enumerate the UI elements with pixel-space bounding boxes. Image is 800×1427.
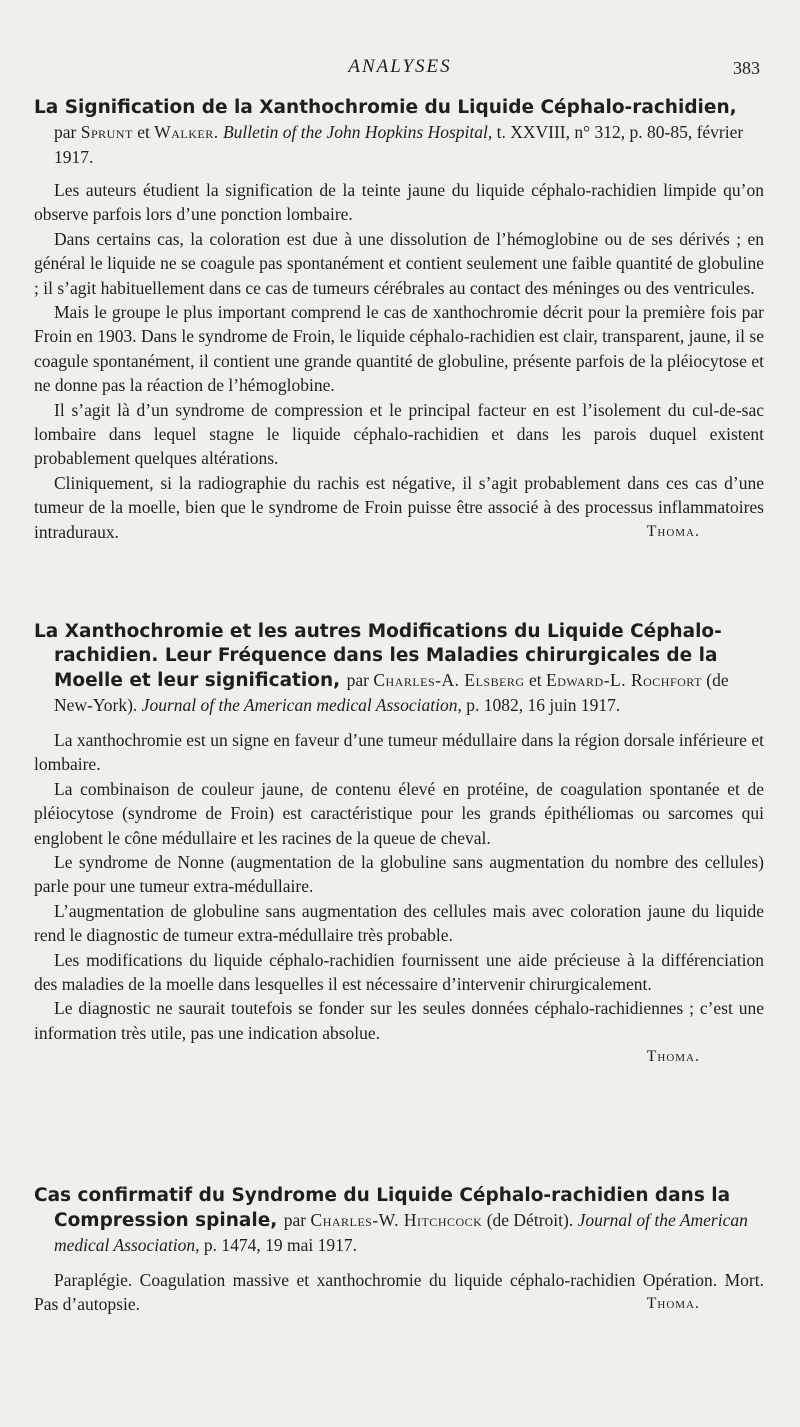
title-text: Cas confirmatif du Syndrome du Liquide Céphalo-rachidien dans la Compression spinale, [34, 1185, 731, 1231]
paragraph: Les modifications du liquide céphalo-rachidien fournissent une aide précieuse à la différenciation des maladies de la moelle dans lesquelles il est nécessaire d’intervenir chirurgicalement. [34, 949, 764, 995]
article-title [34, 1184, 764, 1258]
paragraph-text: Cliniquement, si la radiographie du rachis est négative, il s’agit probablement dans ces cas d’une tumeur de la moelle, bien que le syndrome de Froin puisse être associé à des processus inflammatoires intraduraux. [34, 472, 764, 542]
byline-prefix: par [346, 670, 369, 690]
page-number: 383 [733, 58, 760, 78]
paragraph: Dans certains cas, la coloration est due à une dissolution de l’hémoglobine ou de ses dérivés ; en général le liquide ne se coagule pas spontanément et contient seulement une faible quantité de globuline ; il s’agit habituellement dans ce cas de tumeurs cérébrales au contact des méninges ou des ventricules. [34, 228, 764, 298]
signature: Thoma. [646, 1295, 700, 1313]
article-title [34, 620, 764, 718]
paragraph-text: Paraplégie. Coagulation massive et xanthochromie du liquide céphalo-rachidien Opération. Mort. Pas d’autopsie. [34, 1270, 764, 1315]
journal-name: Bulletin of the John Hopkins Hospital, [222, 122, 493, 142]
author-name: Sprunt [80, 122, 133, 142]
paragraph: Il s’agit là d’un syndrome de compression et le principal facteur en est l’isolement du cul-de-sac lombaire dans lequel stagne le liquide céphalo-rachidien et dans les parois duquel existent probablement quelques altérations. [34, 399, 764, 469]
paragraph: La xanthochromie est un signe en faveur d’une tumeur médullaire dans la région dorsale inférieure et lombaire. [34, 730, 764, 775]
author-name: Charles-A. Elsberg [373, 670, 525, 690]
article-title [34, 96, 764, 170]
paragraph: Les auteurs étudient la signification de la teinte jaune du liquide céphalo-rachidien limpide qu’on observe parfois lors d’une ponction lombaire. [34, 180, 764, 225]
author-location: (de Détroit). [486, 1210, 574, 1230]
citation: p. 1474, 19 mai 1917. [203, 1235, 357, 1255]
journal-name: Journal of the American medical Association, [54, 1210, 748, 1255]
article-1 [34, 96, 764, 544]
signature-line [34, 1045, 764, 1069]
title-text: La Signification de la Xanthochromie du Liquide Céphalo-rachidien, [34, 97, 737, 118]
journal-name: Journal of the American medical Association, [141, 695, 462, 715]
signature: Thoma. [646, 1048, 700, 1066]
byline [54, 122, 743, 167]
paragraph: Le syndrome de Nonne (augmentation de la globuline sans augmentation du nombre des cellules) parle pour une tumeur extra-médullaire. [34, 852, 764, 897]
byline-and: et [137, 122, 150, 142]
byline-prefix: par [283, 1210, 307, 1230]
paragraph: Le diagnostic ne saurait toutefois se fonder sur les seules données céphalo-rachidiennes ; c’est une information très utile, pas une indication absolue. [34, 998, 764, 1043]
author-name: Edward-L. Rochfort [546, 670, 702, 690]
author-name: Charles-W. Hitchcock [310, 1210, 483, 1230]
author-name: Walker. [154, 122, 219, 142]
running-head [0, 56, 800, 80]
paragraph [34, 1268, 764, 1317]
paragraph [34, 471, 764, 544]
byline-prefix: par [54, 122, 77, 142]
running-title: ANALYSES [348, 56, 452, 77]
citation: p. 1082, 16 juin 1917. [466, 695, 621, 715]
signature: Thoma. [646, 522, 700, 540]
byline-and: et [528, 670, 542, 690]
title-text: La Xanthochromie et les autres Modifications du Liquide Céphalo-rachidien. Leur Fréquence dans les Maladies chirurgicales de la Moelle et leur signification, [34, 621, 722, 691]
author-location: (de New-York). [54, 670, 729, 715]
article-3 [34, 1184, 764, 1317]
paragraph: L’augmentation de globuline sans augmentation des cellules mais avec coloration jaune du liquide rend le diagnostic de tumeur extra-médullaire très probable. [34, 900, 764, 946]
paragraph: Mais le groupe le plus important comprend le cas de xanthochromie décrit pour la première fois par Froin en 1903. Dans le syndrome de Froin, le liquide céphalo-rachidien est clair, transparent, jaune, il se coagule spontanément, il contient une grande quantité de globuline, présente parfois de la pléiocytose et ne donne pas la réaction de l’hémoglobine. [34, 302, 764, 396]
article-2 [34, 620, 764, 1069]
paragraph: La combinaison de couleur jaune, de contenu élevé en protéine, de coagulation spontanée et de pléiocytose (syndrome de Froin) est caractéristique pour les grands épithéliomas ou sarcomes qui englobent le cône médullaire et les racines de la queue de cheval. [34, 778, 764, 848]
citation: t. XXVIII, n° 312, p. 80-85, février 1917. [54, 122, 744, 167]
